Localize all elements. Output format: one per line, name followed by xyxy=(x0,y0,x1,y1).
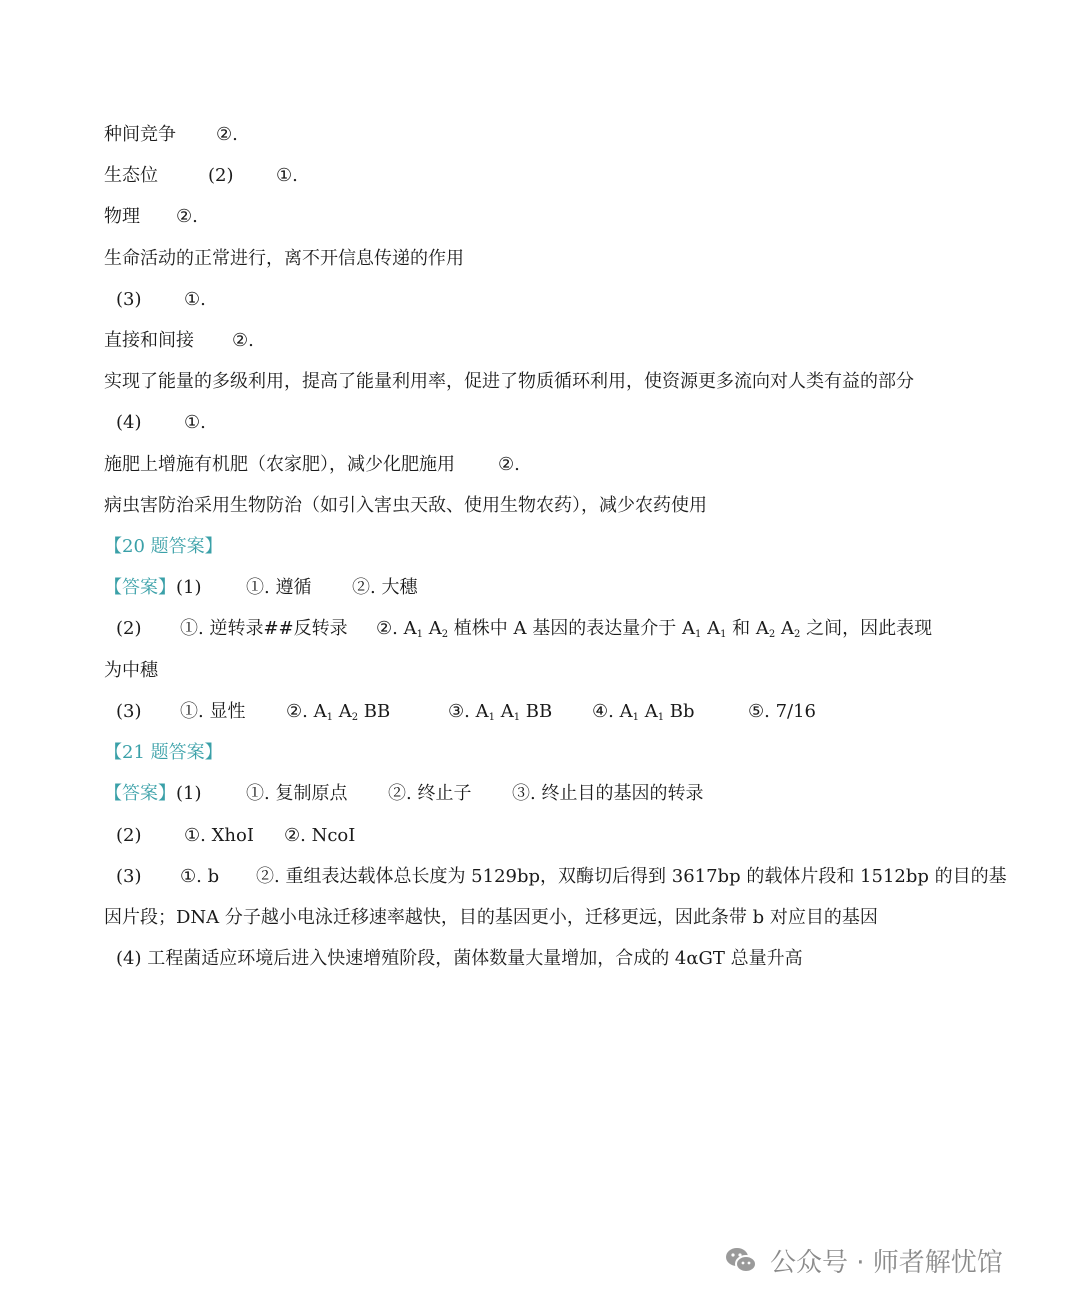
question-number: (3) xyxy=(116,866,142,887)
question-number: (3) xyxy=(116,701,142,722)
section-heading-text: 【20 题答案】 xyxy=(104,536,223,557)
answer-text: ①. b xyxy=(180,866,220,887)
answer-text: ②. 重组表达载体总长度为 5129bp，双酶切后得到 3617bp 的载体片段和 1512bp 的目的基 xyxy=(256,866,1007,887)
answer-marker: ①. xyxy=(276,165,298,186)
answer-text: ②. NcoI xyxy=(284,825,356,846)
answer-text: ①. 复制原点 xyxy=(246,783,348,804)
question-number: (3) xyxy=(116,289,142,310)
answer-marker: ②. xyxy=(216,124,238,145)
answer-text: ③. $A_1$ $A_1$ BB xyxy=(448,701,553,723)
answer-text: ④. $A_1$ $A_1$ Bb xyxy=(592,701,695,723)
answer-text: ②. 大穗 xyxy=(352,577,418,598)
question-number: (2) xyxy=(116,618,142,639)
watermark-text: 公众号 · 师者解忧馆 xyxy=(770,1247,1003,1278)
answer-marker: ①. xyxy=(184,289,206,310)
answer-marker: ①. xyxy=(184,412,206,433)
answer-marker: ②. xyxy=(498,454,520,475)
watermark xyxy=(724,1240,1003,1280)
question-number: (2) xyxy=(116,825,142,846)
question-number: (2) xyxy=(208,165,234,186)
wechat-icon xyxy=(724,1243,758,1277)
question-number: (4) xyxy=(116,412,142,433)
answer-text: (4) 工程菌适应环境后进入快速增殖阶段，菌体数量大量增加，合成的 4αGT 总量升高 xyxy=(116,948,803,969)
answer-text: 实现了能量的多级利用，提高了能量利用率，促进了物质循环利用，使资源更多流向对人类有益的部分 xyxy=(104,371,914,392)
question-number: (1) xyxy=(176,783,202,804)
answer-text: ①. 逆转录##反转录 xyxy=(180,618,348,639)
answer-text: ①. 显性 xyxy=(180,701,246,722)
answer-text: 物理 xyxy=(104,206,140,227)
answer-label: 【答案】 xyxy=(104,783,176,804)
answer-text: 种间竞争 xyxy=(104,124,176,145)
section-heading-text: 【21 题答案】 xyxy=(104,742,223,763)
answer-text: 施肥上增施有机肥（农家肥），减少化肥施用 xyxy=(104,454,455,475)
answer-label: 【答案】 xyxy=(104,577,176,598)
answer-text: ①. XhoI xyxy=(184,825,254,846)
answer-text: ③. 终止目的基因的转录 xyxy=(512,783,704,804)
answer-text: 直接和间接 xyxy=(104,330,194,351)
answer-text: ②. $A_1$ $A_2$ 植株中 A 基因的表达量介于 $A_1$ $A_1$ 和 $A_2$ $A_2$ 之间，因此表现 xyxy=(376,618,933,640)
answer-text: ⑤. 7/16 xyxy=(748,701,817,722)
answer-text: ②. $A_1$ $A_2$ BB xyxy=(286,701,391,723)
answer-marker: ②. xyxy=(232,330,254,351)
answer-text: ②. 终止子 xyxy=(388,783,472,804)
answer-text: 生命活动的正常进行，离不开信息传递的作用 xyxy=(104,248,464,269)
question-number: (1) xyxy=(176,577,202,598)
answer-text: 生态位 xyxy=(104,165,158,186)
answer-text: 为中穗 xyxy=(104,660,158,681)
answer-text: ①. 遵循 xyxy=(246,577,312,598)
answer-marker: ②. xyxy=(176,206,198,227)
answer-text: 因片段；DNA 分子越小电泳迁移速率越快，目的基因更小，迁移更远，因此条带 b 对应目的基因 xyxy=(104,907,878,928)
answer-text: 病虫害防治采用生物防治（如引入害虫天敌、使用生物农药），减少农药使用 xyxy=(104,495,707,516)
